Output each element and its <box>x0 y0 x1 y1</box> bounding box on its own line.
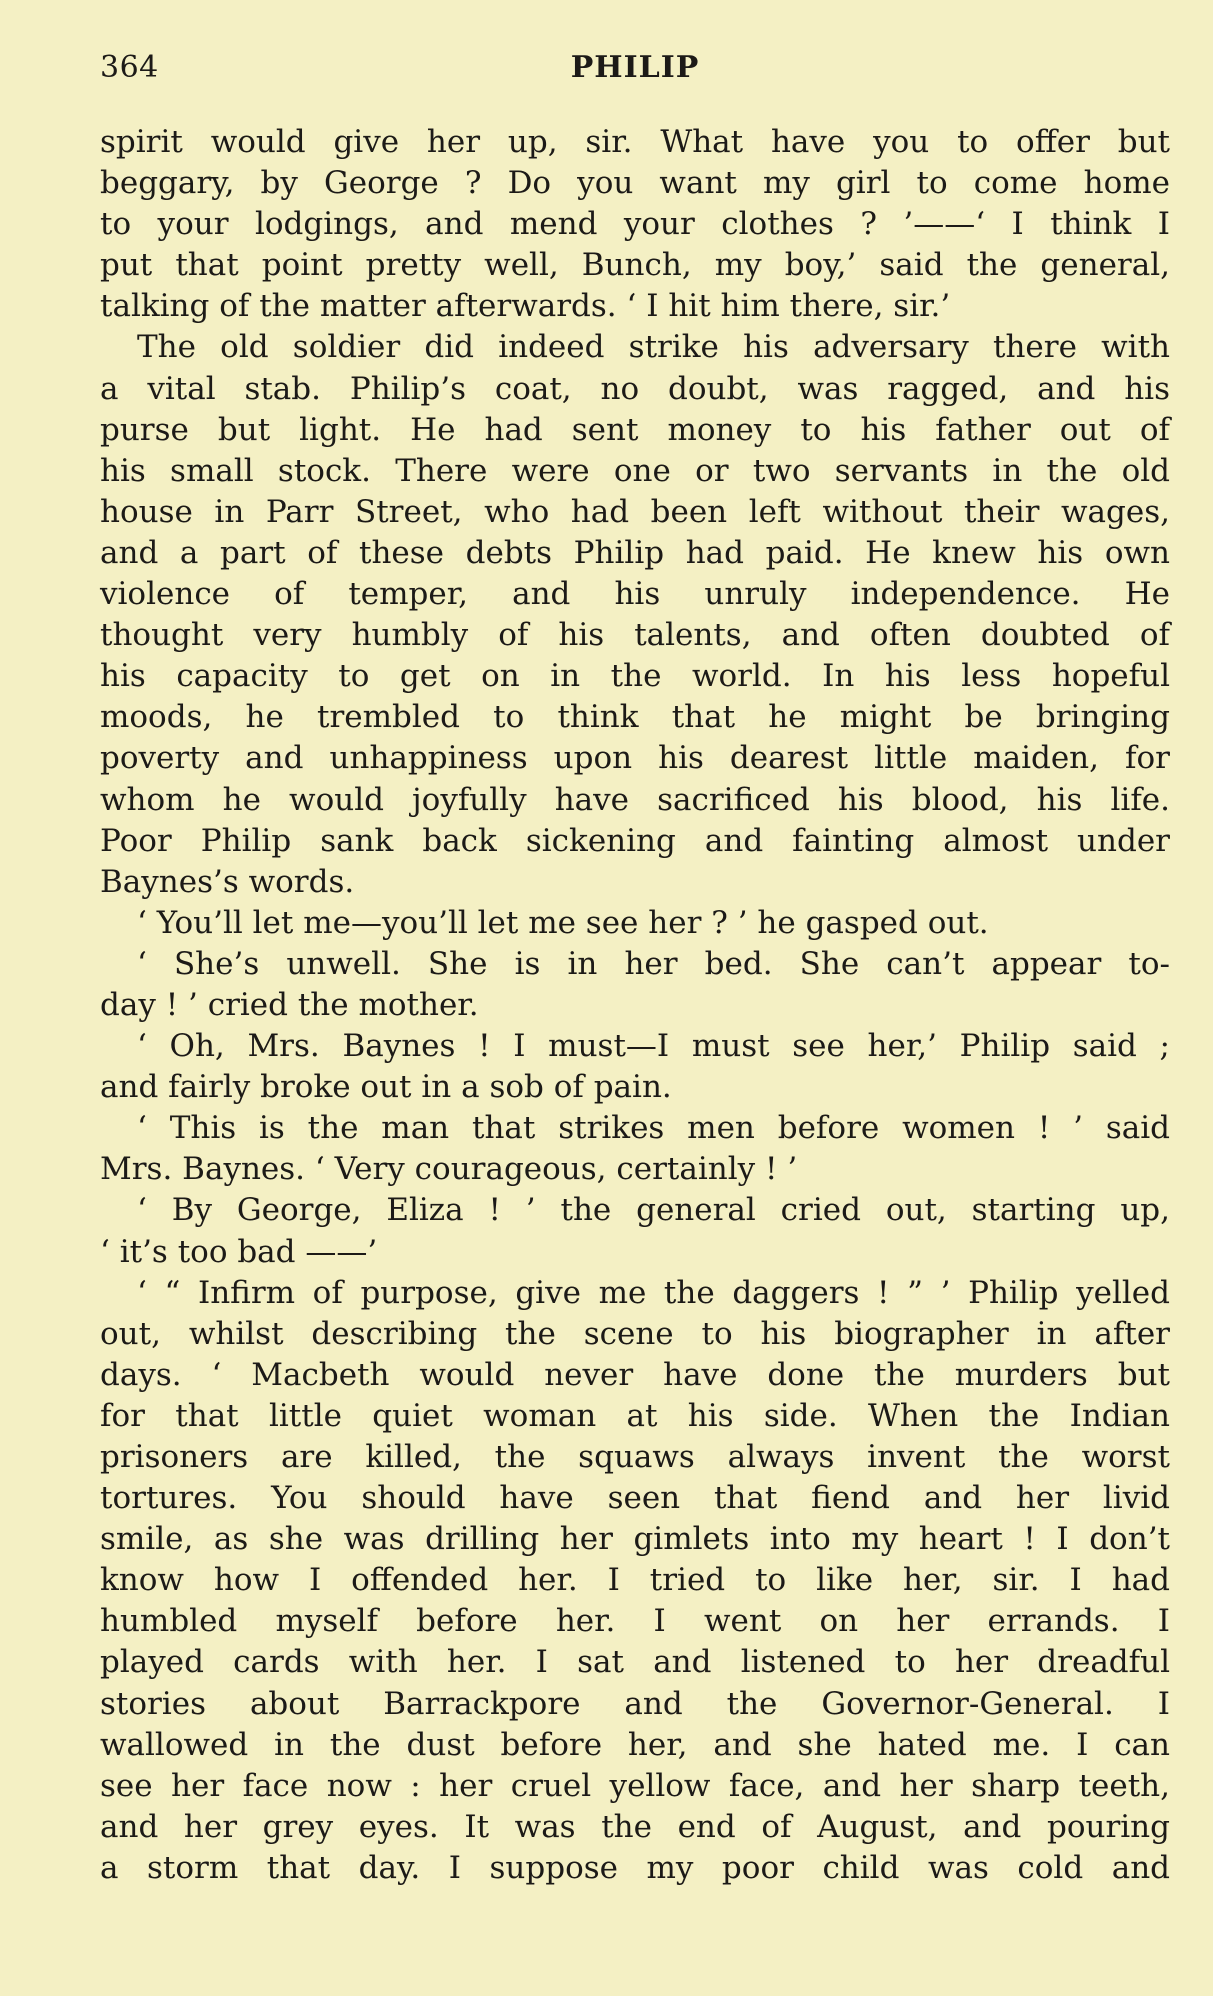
text-line: smile, as she was drilling her gimlets into my heart ! I don’t <box>100 1521 1170 1558</box>
text-line: out, whilst describing the scene to his biographer in after <box>100 1315 1170 1352</box>
text-line: ‘ “ Infirm of purpose, give me the daggers ! ” ’ Philip yelled <box>137 1274 1170 1311</box>
text-line: poverty and unhappiness upon his dearest little maiden, for <box>100 740 1170 777</box>
text-line: The old soldier did indeed strike his adversary there with <box>137 329 1170 366</box>
text-line: moods, he trembled to think that he might be bringing <box>100 699 1170 736</box>
book-page <box>100 50 1170 1889</box>
running-head <box>100 50 1170 92</box>
page-number: 364 <box>100 50 159 85</box>
text-line: ‘ By George, Eliza ! ’ the general cried out, starting up, <box>137 1192 1170 1229</box>
text-line: days. ‘ Macbeth would never have done the murders but <box>100 1356 1170 1393</box>
text-line: ‘ Oh, Mrs. Baynes ! I must—I must see her,’ Philip said ; <box>137 1028 1170 1065</box>
text-line: see her face now : her cruel yellow face, and her sharp teeth, <box>100 1767 1170 1804</box>
text-line: to your lodgings, and mend your clothes ? ’——‘ I think I <box>100 206 1170 243</box>
text-line: and her grey eyes. It was the end of August, and pouring <box>100 1808 1170 1845</box>
text-line: wallowed in the dust before her, and she hated me. I can <box>100 1726 1170 1763</box>
text-line: violence of temper, and his unruly independence. He <box>100 576 1170 613</box>
text-line: a vital stab. Philip’s coat, no doubt, was ragged, and his <box>100 370 1170 407</box>
text-line: a storm that day. I suppose my poor child was cold and <box>100 1849 1170 1886</box>
text-line: spirit would give her up, sir. What have you to offer but <box>100 124 1170 160</box>
text-line: day ! ’ cried the mother. <box>100 986 479 1023</box>
text-line: and fairly broke out in a sob of pain. <box>100 1069 672 1106</box>
text-line: put that point pretty well, Bunch, my boy,’ said the general, <box>100 247 1170 284</box>
text-line: and a part of these debts Philip had paid. He knew his own <box>100 534 1170 571</box>
text-line: for that little quiet woman at his side. When the Indian <box>100 1397 1170 1434</box>
text-line: stories about Barrackpore and the Governor-General. I <box>100 1685 1170 1722</box>
body-text <box>100 122 1170 1889</box>
text-line: whom he would joyfully have sacrificed his blood, his life. <box>100 781 1170 818</box>
text-line: prisoners are killed, the squaws always invent the worst <box>100 1439 1170 1475</box>
text-line: ‘ She’s unwell. She is in her bed. She can’t appear to- <box>137 945 1170 982</box>
text-line: played cards with her. I sat and listened to her dreadful <box>100 1644 1170 1681</box>
text-line: know how I offended her. I tried to like her, sir. I had <box>100 1562 1170 1599</box>
text-line: Baynes’s words. <box>100 863 355 900</box>
text-line: talking of the matter afterwards. ‘ I hit him there, sir.’ <box>100 288 951 325</box>
text-line: tortures. You should have seen that fiend and her livid <box>100 1480 1170 1517</box>
text-line: ‘ You’ll let me—you’ll let me see her ? ’ he gasped out. <box>137 904 989 941</box>
book-title: PHILIP <box>570 50 700 85</box>
text-line: thought very humbly of his talents, and often doubted of <box>100 617 1170 654</box>
text-line: his small stock. There were one or two servants in the old <box>100 452 1170 489</box>
text-line: purse but light. He had sent money to his father out of <box>100 411 1170 448</box>
text-line: humbled myself before her. I went on her errands. I <box>100 1603 1170 1640</box>
text-line: ‘ This is the man that strikes men before women ! ’ said <box>137 1110 1170 1147</box>
text-line: Poor Philip sank back sickening and fainting almost under <box>100 822 1170 859</box>
text-line: house in Parr Street, who had been left without their wages, <box>100 493 1170 530</box>
text-line: beggary, by George ? Do you want my girl to come home <box>100 165 1170 202</box>
text-line: Mrs. Baynes. ‘ Very courageous, certainly ! ’ <box>100 1151 798 1188</box>
text-line: ‘ it’s too bad ——’ <box>100 1233 378 1270</box>
text-line: his capacity to get on in the world. In his less hopeful <box>100 658 1170 695</box>
